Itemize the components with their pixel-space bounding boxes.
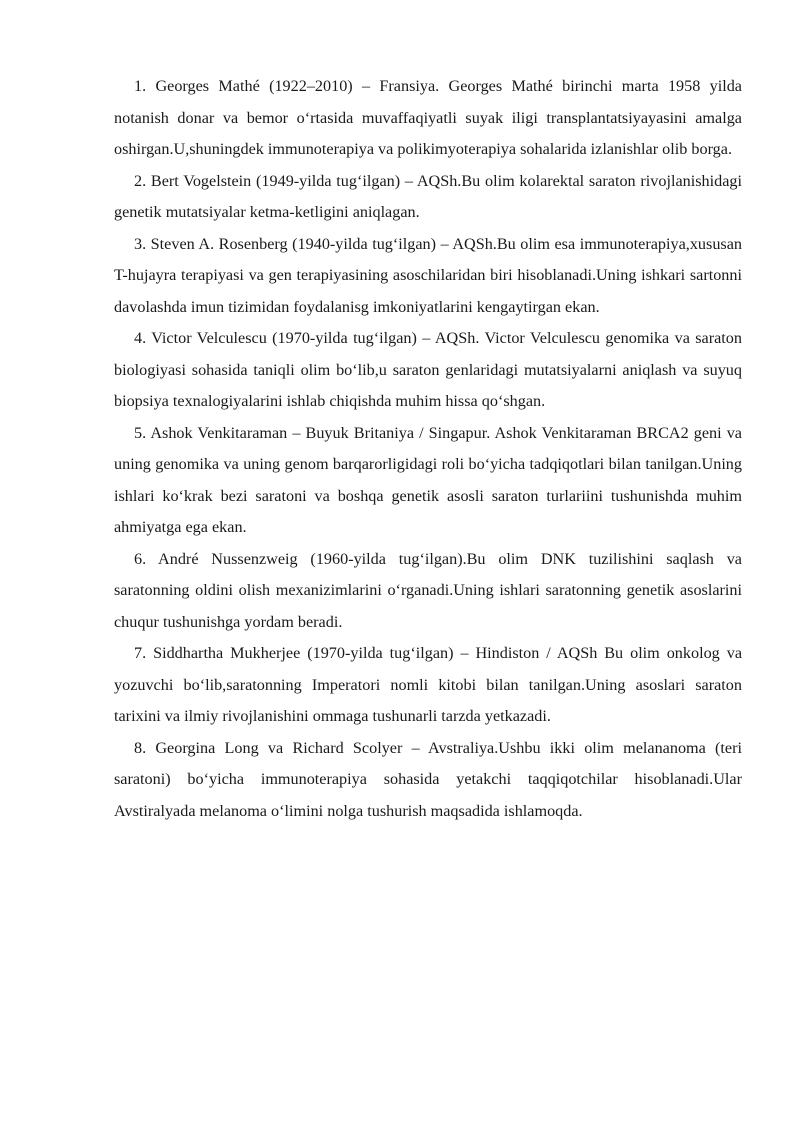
paragraph-siddhartha-mukherjee: 7. Siddhartha Mukherjee (1970-yilda tug‘ilgan) – Hindiston / AQSh Bu olim onkolog va yozuvchi bo‘lib,saratonning Imperatori nomli kitobi bilan tanilgan.Uning asoslari saraton tarixini va ilmiy rivojlanishini ommaga tushunarli tarzda yetkazadi.: [114, 644, 742, 725]
paragraph-victor-velculescu: 4. Victor Velculescu (1970-yilda tug‘ilgan) – AQSh. Victor Velculescu genomika va saraton biologiyasi sohasida taniqli olim bo‘lib,u saraton genlaridagi mutatsiyalarni aniqlash va suyuq biopsiya texnalogiyalarini ishlab chiqishda muhim hissa qo‘shgan.: [114, 329, 742, 410]
paragraph-georges-mathe: 1. Georges Mathé (1922–2010) – Fransiya. Georges Mathé birinchi marta 1958 yilda notanish donar va bemor o‘rtasida muvaffaqiyatli suyak iligi transplantatsiyayasini amalga oshirgan.U,shuningdek immunoterapiya va polikimyoterapiya sohalarida izlanishlar olib borga.: [114, 77, 742, 158]
paragraph-bert-vogelstein: 2. Bert Vogelstein (1949-yilda tug‘ilgan) – AQSh.Bu olim kolarektal saraton rivojlanishidagi genetik mutatsiyalar ketma-ketligini aniqlagan.: [114, 171, 742, 221]
paragraph-ashok-venkitaraman: 5. Ashok Venkitaraman – Buyuk Britaniya / Singapur. Ashok Venkitaraman BRCA2 geni va uning genomika va uning genom barqarorligidagi roli bo‘yicha tadqiqotlari bilan tanilgan.Uning ishlari ko‘krak bezi saratoni va boshqa genetik asosli saraton turlariini tushunishda muhim ahmiyatga ega ekan.: [114, 423, 742, 536]
paragraph-long-scolyer: 8. Georgina Long va Richard Scolyer – Avstraliya.Ushbu ikki olim melananoma (teri saratoni) bo‘yicha immunoterapiya sohasida yetakchi taqqiqotchilar hisoblanadi.Ular Avstiralyada melanoma o‘limini nolga tushurish maqsadida ishlamoqda.: [114, 738, 742, 820]
document-page: [114, 71, 742, 827]
paragraph-steven-rosenberg: 3. Steven A. Rosenberg (1940-yilda tug‘ilgan) – AQSh.Bu olim esa immunoterapiya,xususan T-hujayra terapiyasi va gen terapiyasining asoschilaridan biri hisoblanadi.Uning ishkari sartonni davolashda imun tizimidan foydalanisg imkoniyatlarini kengaytirgan ekan.: [114, 234, 742, 316]
paragraph-andre-nussenzweig: 6. André Nussenzweig (1960-yilda tug‘ilgan).Bu olim DNK tuzilishini saqlash va saratonning oldini olish mexanizimlarini o‘rganadi.Uning ishlari saratonning genetik asoslarini chuqur tushunishga yordam beradi.: [114, 549, 742, 631]
